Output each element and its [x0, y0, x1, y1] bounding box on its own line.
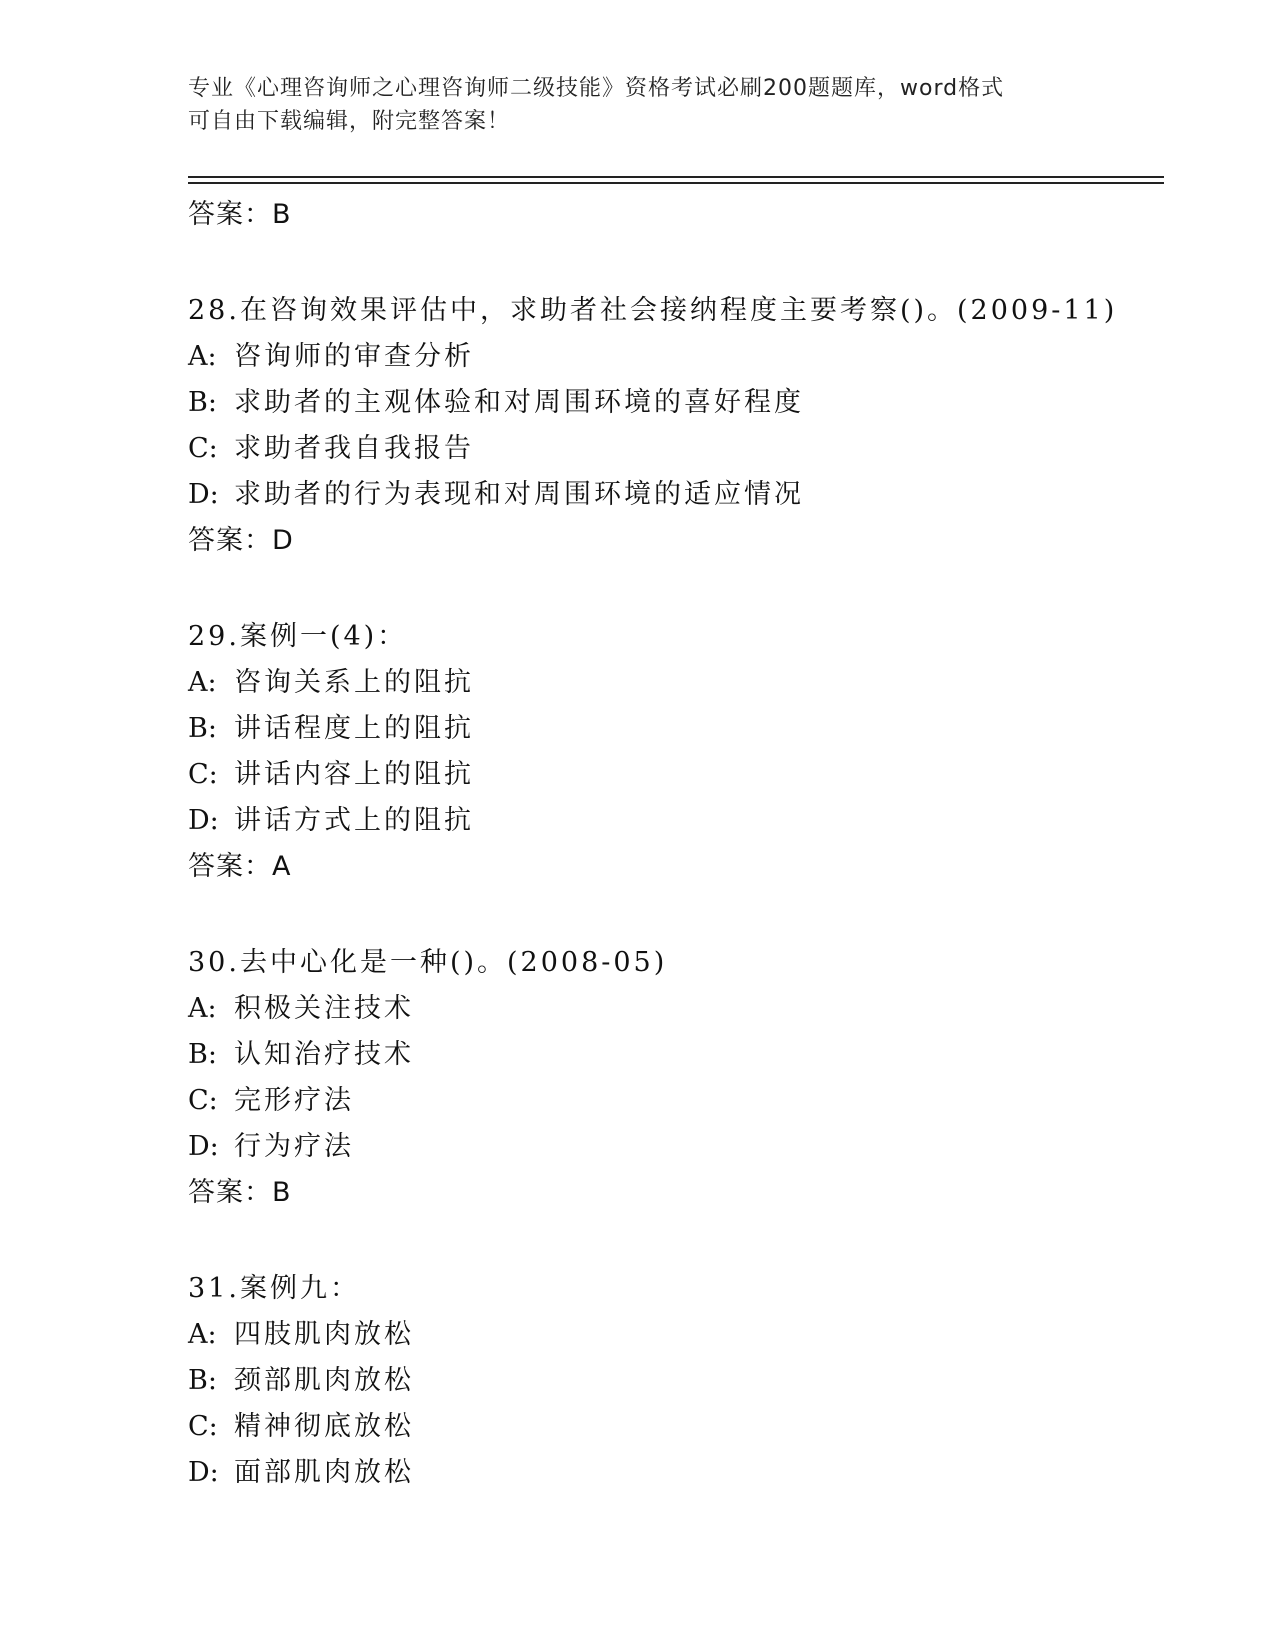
question-text: 28.在咨询效果评估中，求助者社会接纳程度主要考察()。(2009-11): [188, 295, 1118, 326]
option-text: 精神彻底放松: [234, 1411, 414, 1442]
option-letter: B:: [188, 387, 217, 418]
option-letter: B:: [188, 713, 217, 744]
question-list: [188, 192, 1168, 1496]
option-b: [188, 1358, 1168, 1404]
answer-line: 答案：B: [188, 199, 292, 230]
option-letter: D:: [188, 479, 219, 510]
option-c: [188, 426, 1168, 472]
option-letter: D:: [188, 1131, 219, 1162]
question-block: [188, 940, 1168, 1216]
option-letter: A:: [188, 993, 217, 1024]
option-letter: C:: [188, 433, 218, 464]
spacer: [188, 564, 1168, 614]
option-text: 讲话方式上的阻抗: [234, 805, 474, 836]
option-text: 积极关注技术: [234, 993, 414, 1024]
option-text: 咨询师的审查分析: [234, 341, 474, 372]
option-letter: A:: [188, 341, 217, 372]
spacer: [188, 1216, 1168, 1266]
answer-line: 答案：D: [188, 525, 294, 556]
option-text: 求助者的主观体验和对周围环境的喜好程度: [234, 387, 804, 418]
option-text: 颈部肌肉放松: [234, 1365, 414, 1396]
question-text: 31.案例九：: [188, 1273, 360, 1304]
spacer: [188, 238, 1168, 288]
option-a: [188, 660, 1168, 706]
option-letter: D:: [188, 1457, 219, 1488]
question-text: 29.案例一(4)：: [188, 621, 408, 652]
option-c: [188, 1404, 1168, 1450]
option-b: [188, 380, 1168, 426]
header-line-1: 专业《心理咨询师之心理咨询师二级技能》资格考试必刷200题题库，word格式: [188, 76, 1005, 101]
option-letter: A:: [188, 667, 217, 698]
option-c: [188, 1078, 1168, 1124]
option-letter: C:: [188, 1085, 218, 1116]
option-letter: B:: [188, 1039, 217, 1070]
header-line-2: 可自由下载编辑，附完整答案！: [188, 109, 511, 134]
answer-line: 答案：A: [188, 851, 292, 882]
answer-line: 答案：B: [188, 1177, 292, 1208]
option-a: [188, 1312, 1168, 1358]
header-divider-top: [188, 176, 1164, 178]
spacer: [188, 890, 1168, 940]
option-d: [188, 472, 1168, 518]
option-d: [188, 1450, 1168, 1496]
header-divider-bottom: [188, 182, 1164, 184]
option-letter: C:: [188, 1411, 218, 1442]
option-text: 行为疗法: [234, 1131, 354, 1162]
option-letter: A:: [188, 1319, 217, 1350]
option-letter: C:: [188, 759, 218, 790]
option-text: 求助者的行为表现和对周围环境的适应情况: [234, 479, 804, 510]
option-b: [188, 1032, 1168, 1078]
option-text: 讲话内容上的阻抗: [234, 759, 474, 790]
option-text: 面部肌肉放松: [234, 1457, 414, 1488]
option-text: 讲话程度上的阻抗: [234, 713, 474, 744]
option-text: 完形疗法: [234, 1085, 354, 1116]
option-text: 求助者我自我报告: [234, 433, 474, 464]
option-a: [188, 986, 1168, 1032]
option-text: 认知治疗技术: [234, 1039, 414, 1070]
question-block: [188, 288, 1168, 564]
question-block: [188, 614, 1168, 890]
option-c: [188, 752, 1168, 798]
option-a: [188, 334, 1168, 380]
option-d: [188, 798, 1168, 844]
question-text: 30.去中心化是一种()。(2008-05): [188, 947, 668, 978]
option-d: [188, 1124, 1168, 1170]
option-b: [188, 706, 1168, 752]
option-text: 咨询关系上的阻抗: [234, 667, 474, 698]
option-text: 四肢肌肉放松: [234, 1319, 414, 1350]
document-header: [188, 72, 1088, 138]
option-letter: D:: [188, 805, 219, 836]
question-block: [188, 1266, 1168, 1496]
option-letter: B:: [188, 1365, 217, 1396]
